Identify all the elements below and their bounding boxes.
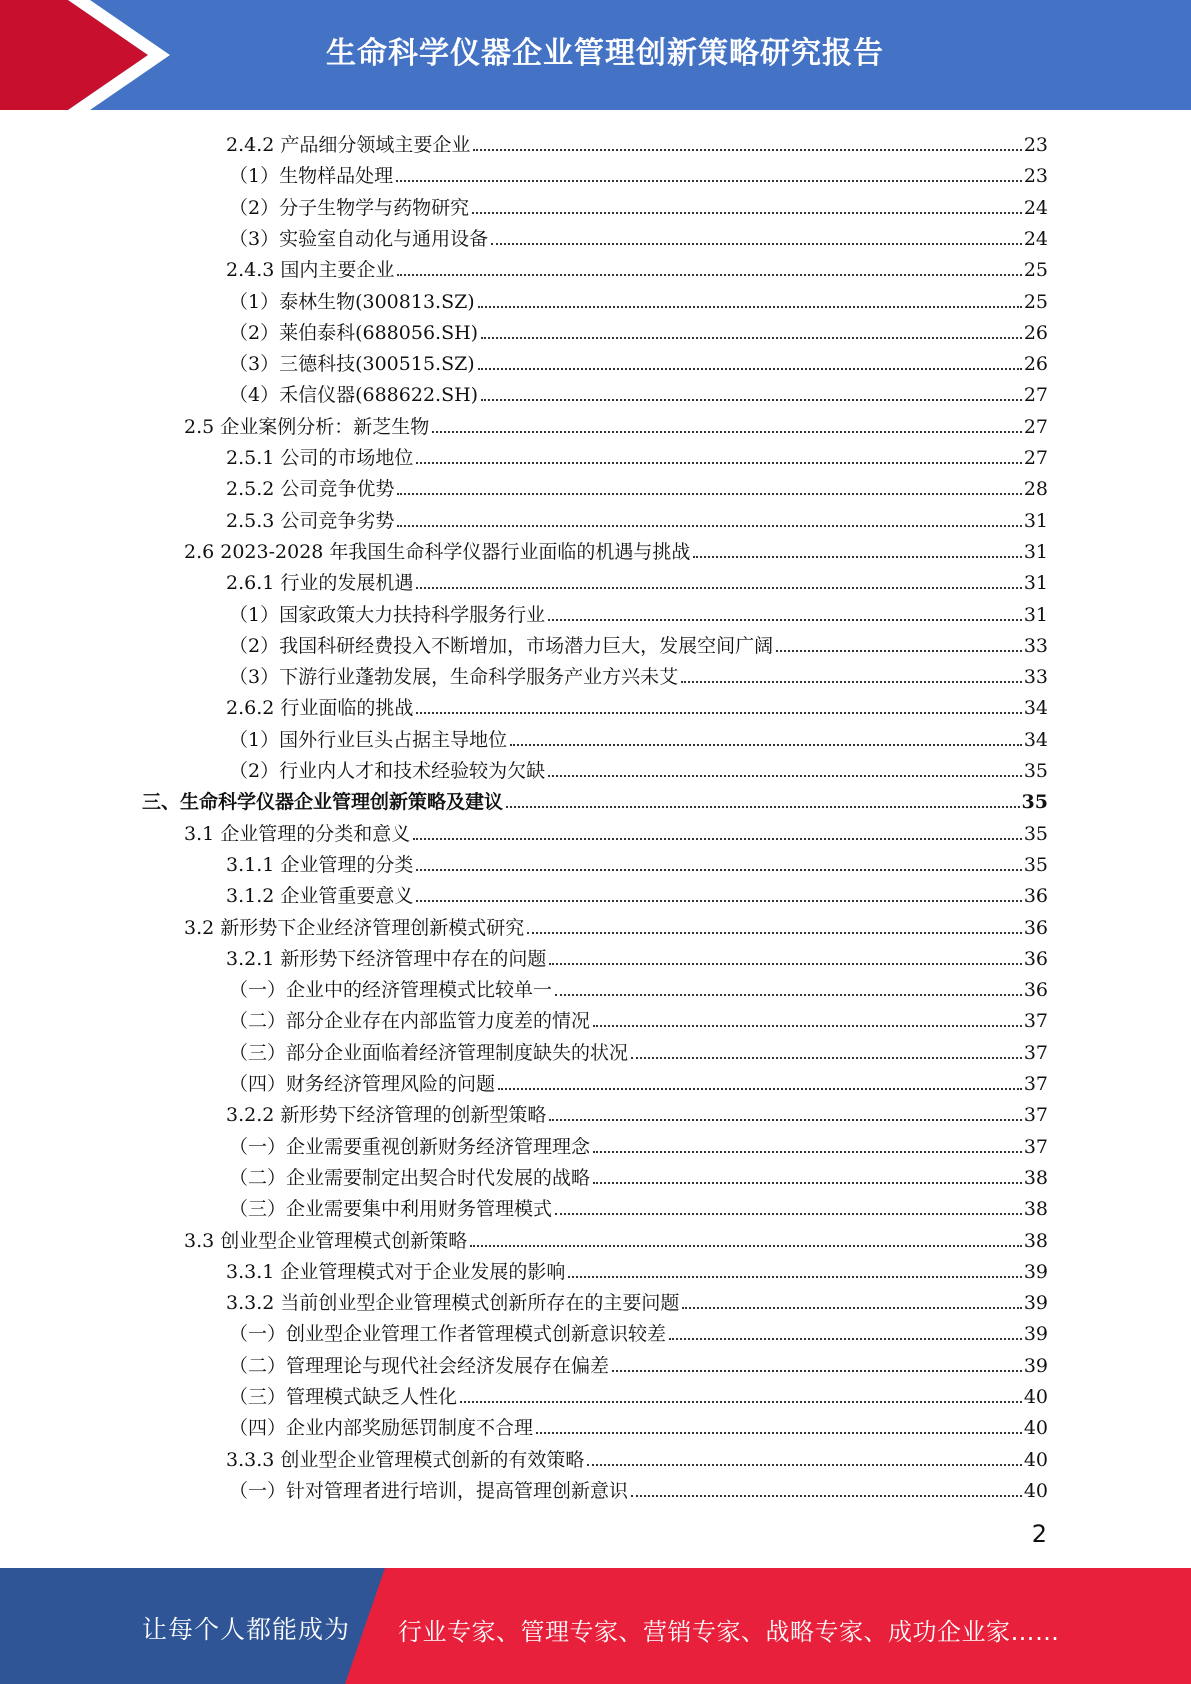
- toc-entry-label: （3）三德科技(300515.SZ): [229, 353, 475, 376]
- toc-entry-page: 38: [1023, 1229, 1048, 1252]
- toc-entry-page: 39: [1023, 1354, 1048, 1377]
- toc-dot-leader: [555, 994, 1022, 996]
- toc-dot-leader: [498, 1088, 1022, 1090]
- toc-dot-leader: [612, 1370, 1022, 1372]
- toc-entry-page: 35: [1023, 760, 1048, 782]
- toc-entry-page: 37: [1023, 1135, 1048, 1158]
- toc-dot-leader: [491, 243, 1022, 245]
- toc-entry-page: 36: [1023, 916, 1048, 939]
- toc-dot-leader: [481, 337, 1022, 339]
- toc-dot-leader: [587, 1464, 1021, 1466]
- toc-entry-page: 33: [1023, 634, 1048, 657]
- toc-dot-leader: [549, 963, 1021, 965]
- toc-entry[interactable]: [226, 1284, 1048, 1315]
- toc-entry[interactable]: [226, 846, 1048, 877]
- toc-entry[interactable]: [142, 783, 1048, 814]
- toc-entry-page: 35: [1023, 853, 1048, 876]
- toc-entry-page: 35: [1023, 822, 1048, 845]
- toc-entry[interactable]: [229, 1378, 1048, 1409]
- toc-entry-page: 27: [1023, 415, 1048, 438]
- toc-dot-leader: [548, 619, 1022, 621]
- toc-entry-label: （四）企业内部奖励惩罚制度不合理: [229, 1417, 534, 1440]
- toc-entry-label: 3.1.2 企业管重要意义: [226, 885, 414, 908]
- toc-entry-label: （一）创业型企业管理工作者管理模式创新意识较差: [229, 1323, 667, 1346]
- toc-dot-leader: [470, 1245, 1022, 1247]
- toc-entry[interactable]: [226, 470, 1048, 501]
- toc-entry-page: 23: [1023, 165, 1048, 188]
- toc-entry[interactable]: [226, 1441, 1048, 1472]
- toc-dot-leader: [555, 1213, 1022, 1215]
- toc-entry[interactable]: [184, 909, 1048, 940]
- toc-entry[interactable]: [229, 345, 1048, 376]
- toc-entry[interactable]: [229, 721, 1048, 752]
- toc-entry[interactable]: [229, 220, 1048, 251]
- toc-entry[interactable]: [229, 157, 1048, 188]
- toc-entry[interactable]: [229, 189, 1048, 220]
- toc-entry-label: （一）企业需要重视创新财务经济管理理念: [229, 1135, 591, 1158]
- toc-dot-leader: [568, 1276, 1021, 1278]
- toc-entry[interactable]: [184, 1222, 1048, 1253]
- toc-dot-leader: [527, 932, 1022, 934]
- toc-dot-leader: [549, 1119, 1021, 1121]
- toc-entry-label: 2.6.2 行业面临的挑战: [226, 697, 414, 720]
- toc-entry[interactable]: [229, 971, 1048, 1002]
- toc-entry-page: 27: [1023, 447, 1048, 469]
- toc-entry-label: 3.3.3 创业型企业管理模式创新的有效策略: [226, 1448, 585, 1471]
- toc-entry-label: 2.5 企业案例分析：新芝生物: [184, 415, 430, 438]
- toc-dot-leader: [460, 1401, 1022, 1403]
- toc-entry-label: （1）生物样品处理: [229, 165, 394, 188]
- toc-entry-label: （3）实验室自动化与通用设备: [229, 227, 489, 250]
- report-footer: [0, 1568, 1191, 1684]
- toc-entry-label: （二）企业需要制定出契合时代发展的战略: [229, 1166, 591, 1189]
- footer-slogan-right: 行业专家、管理专家、营销专家、战略专家、成功企业家……: [398, 1618, 1060, 1646]
- toc-entry[interactable]: [226, 126, 1048, 157]
- toc-entry-label: （四）财务经济管理风险的问题: [229, 1073, 496, 1095]
- toc-entry-label: 3.1.1 企业管理的分类: [226, 853, 414, 876]
- toc-entry[interactable]: [229, 283, 1048, 314]
- toc-entry-page: 24: [1023, 227, 1048, 250]
- toc-entry-page: 25: [1023, 290, 1048, 313]
- toc-entry[interactable]: [184, 815, 1048, 846]
- page-number: 2: [1031, 1520, 1047, 1548]
- toc-entry[interactable]: [226, 1253, 1048, 1284]
- toc-entry-page: 37: [1023, 1104, 1048, 1127]
- toc-entry-page: 26: [1023, 353, 1048, 376]
- toc-dot-leader: [776, 650, 1022, 652]
- toc-entry-label: 2.6.1 行业的发展机遇: [226, 572, 414, 595]
- toc-entry-page: 31: [1023, 540, 1048, 563]
- toc-entry-label: 2.4.2 产品细分领域主要企业: [226, 134, 471, 156]
- toc-dot-leader: [416, 462, 1021, 464]
- toc-entry-page: 31: [1023, 572, 1048, 595]
- toc-entry-page: 36: [1023, 885, 1048, 908]
- toc-entry[interactable]: [229, 1002, 1048, 1033]
- toc-entry-label: 3.3.2 当前创业型企业管理模式创新所存在的主要问题: [226, 1292, 680, 1315]
- toc-entry-page: 37: [1023, 1010, 1048, 1033]
- toc-entry-label: （三）部分企业面临着经济管理制度缺失的状况: [229, 1041, 629, 1064]
- toc-entry-label: （2）分子生物学与药物研究: [229, 196, 470, 219]
- toc-entry[interactable]: [229, 1409, 1048, 1440]
- toc-entry-page: 28: [1023, 478, 1048, 501]
- toc-dot-leader: [593, 1025, 1022, 1027]
- toc-dot-leader: [397, 274, 1021, 276]
- toc-entry[interactable]: [229, 1190, 1048, 1221]
- toc-dot-leader: [416, 712, 1021, 714]
- toc-entry-page: 36: [1023, 979, 1048, 1002]
- toc-entry-page: 31: [1023, 509, 1048, 532]
- toc-entry[interactable]: [229, 1065, 1048, 1096]
- toc-dot-leader: [506, 806, 1020, 808]
- toc-entry[interactable]: [226, 439, 1048, 470]
- toc-entry[interactable]: [229, 376, 1048, 407]
- toc-entry-page: 26: [1023, 321, 1048, 344]
- toc-entry[interactable]: [226, 877, 1048, 908]
- toc-dot-leader: [669, 1338, 1022, 1340]
- toc-entry[interactable]: [229, 1034, 1048, 1065]
- toc-dot-leader: [397, 493, 1021, 495]
- toc-entry-label: 3.1 企业管理的分类和意义: [184, 822, 411, 845]
- toc-entry[interactable]: [229, 1347, 1048, 1378]
- toc-entry[interactable]: [229, 1128, 1048, 1159]
- toc-entry-label: 3.3 创业型企业管理模式创新策略: [184, 1229, 468, 1252]
- toc-entry-label: （1）泰林生物(300813.SZ): [229, 290, 475, 313]
- toc-entry-page: 40: [1023, 1417, 1048, 1440]
- toc-entry-label: 2.5.3 公司竞争劣势: [226, 509, 395, 532]
- toc-dot-leader: [416, 900, 1021, 902]
- toc-dot-leader: [413, 838, 1022, 840]
- toc-entry[interactable]: [184, 533, 1048, 564]
- toc-dot-leader: [593, 1182, 1022, 1184]
- toc-dot-leader: [432, 431, 1022, 433]
- toc-entry-label: 三、生命科学仪器企业管理创新策略及建议: [142, 791, 504, 814]
- toc-entry[interactable]: [226, 502, 1048, 533]
- toc-dot-leader: [593, 1151, 1022, 1153]
- toc-entry[interactable]: [229, 1159, 1048, 1190]
- toc-entry-page: 40: [1023, 1386, 1048, 1408]
- toc-entry-page: 23: [1023, 134, 1048, 156]
- toc-entry-page: 38: [1023, 1166, 1048, 1189]
- toc-entry[interactable]: [229, 314, 1048, 345]
- toc-entry-label: （三）企业需要集中利用财务管理模式: [229, 1198, 553, 1221]
- toc-dot-leader: [631, 1495, 1022, 1497]
- toc-entry-page: 40: [1023, 1448, 1048, 1471]
- toc-entry-page: 39: [1023, 1260, 1048, 1283]
- report-title: 生命科学仪器企业管理创新策略研究报告: [326, 36, 884, 71]
- toc-dot-leader: [473, 149, 1021, 151]
- toc-entry-label: （1）国外行业巨头占据主导地位: [229, 728, 508, 751]
- toc-entry-label: （二）管理理论与现代社会经济发展存在偏差: [229, 1354, 610, 1377]
- toc-dot-leader: [416, 869, 1021, 871]
- toc-dot-leader: [510, 744, 1022, 746]
- toc-entry-page: 33: [1023, 666, 1048, 689]
- toc-entry[interactable]: [229, 658, 1048, 689]
- toc-entry-page: 35: [1021, 791, 1048, 814]
- toc-entry-label: （三）管理模式缺乏人性化: [229, 1386, 458, 1408]
- toc-entry[interactable]: [226, 251, 1048, 282]
- toc-entry-label: 2.4.3 国内主要企业: [226, 259, 395, 282]
- toc-entry-label: （3）下游行业蓬勃发展，生命科学服务产业方兴未艾: [229, 666, 679, 689]
- toc-entry-label: （2）行业内人才和技术经验较为欠缺: [229, 760, 546, 782]
- footer-slogan-left: 让每个人都能成为: [142, 1615, 351, 1644]
- toc-entry-page: 31: [1023, 603, 1048, 626]
- toc-entry-page: 34: [1023, 697, 1048, 720]
- toc-entry-page: 39: [1023, 1292, 1048, 1315]
- toc-entry-label: 3.3.1 企业管理模式对于企业发展的影响: [226, 1260, 566, 1283]
- toc-entry-label: （一）针对管理者进行培训，提高管理创新意识: [229, 1479, 629, 1502]
- toc-entry-page: 37: [1023, 1041, 1048, 1064]
- toc-dot-leader: [478, 368, 1022, 370]
- toc-entry-label: （4）禾信仪器(688622.SH): [229, 384, 479, 407]
- toc-entry-label: （1）国家政策大力扶持科学服务行业: [229, 603, 546, 626]
- toc-entry-label: （2）莱伯泰科(688056.SH): [229, 321, 479, 344]
- report-header: [0, 0, 1191, 110]
- toc-entry[interactable]: [226, 940, 1048, 971]
- toc-dot-leader: [536, 1432, 1022, 1434]
- toc-entry-label: （2）我国科研经费投入不断增加，市场潜力巨大，发展空间广阔: [229, 634, 774, 657]
- toc-dot-leader: [396, 180, 1022, 182]
- toc-entry-page: 25: [1023, 259, 1048, 282]
- toc-dot-leader: [397, 525, 1021, 527]
- toc-dot-leader: [681, 681, 1022, 683]
- toc-entry-page: 37: [1023, 1073, 1048, 1095]
- toc-entry[interactable]: [226, 1096, 1048, 1127]
- toc-entry-page: 36: [1023, 947, 1048, 970]
- toc-entry-label: （二）部分企业存在内部监管力度差的情况: [229, 1010, 591, 1033]
- toc-dot-leader: [472, 212, 1022, 214]
- toc-entry[interactable]: [229, 752, 1048, 783]
- toc-entry[interactable]: [229, 1472, 1048, 1503]
- toc-dot-leader: [693, 556, 1021, 558]
- toc-entry-label: 3.2 新形势下企业经济管理创新模式研究: [184, 916, 525, 939]
- toc-entry-label: 3.2.2 新形势下经济管理的创新型策略: [226, 1104, 547, 1127]
- toc-entry-label: 2.5.2 公司竞争优势: [226, 478, 395, 501]
- toc-entry[interactable]: [226, 564, 1048, 595]
- toc-entry-label: 2.5.1 公司的市场地位: [226, 447, 414, 469]
- toc-dot-leader: [481, 399, 1022, 401]
- toc-entry[interactable]: [184, 408, 1048, 439]
- toc-entry-page: 27: [1023, 384, 1048, 407]
- toc-entry-label: （一）企业中的经济管理模式比较单一: [229, 979, 553, 1002]
- toc-entry-label: 2.6 2023-2028 年我国生命科学仪器行业面临的机遇与挑战: [184, 540, 691, 563]
- toc-entry[interactable]: [229, 1315, 1048, 1346]
- toc-entry-page: 24: [1023, 196, 1048, 219]
- toc-entry-page: 38: [1023, 1198, 1048, 1221]
- toc-dot-leader: [682, 1307, 1021, 1309]
- toc-entry-label: 3.2.1 新形势下经济管理中存在的问题: [226, 947, 547, 970]
- toc-dot-leader: [631, 1057, 1022, 1059]
- toc-dot-leader: [478, 306, 1022, 308]
- toc-dot-leader: [416, 587, 1021, 589]
- toc-entry-page: 34: [1023, 728, 1048, 751]
- toc-entry-page: 40: [1023, 1479, 1048, 1502]
- toc-entry[interactable]: [229, 596, 1048, 627]
- header-red-arrow-shape: [0, 0, 148, 110]
- toc-dot-leader: [548, 775, 1022, 777]
- toc-entry[interactable]: [226, 689, 1048, 720]
- toc-entry[interactable]: [229, 627, 1048, 658]
- toc-entry-page: 39: [1023, 1323, 1048, 1346]
